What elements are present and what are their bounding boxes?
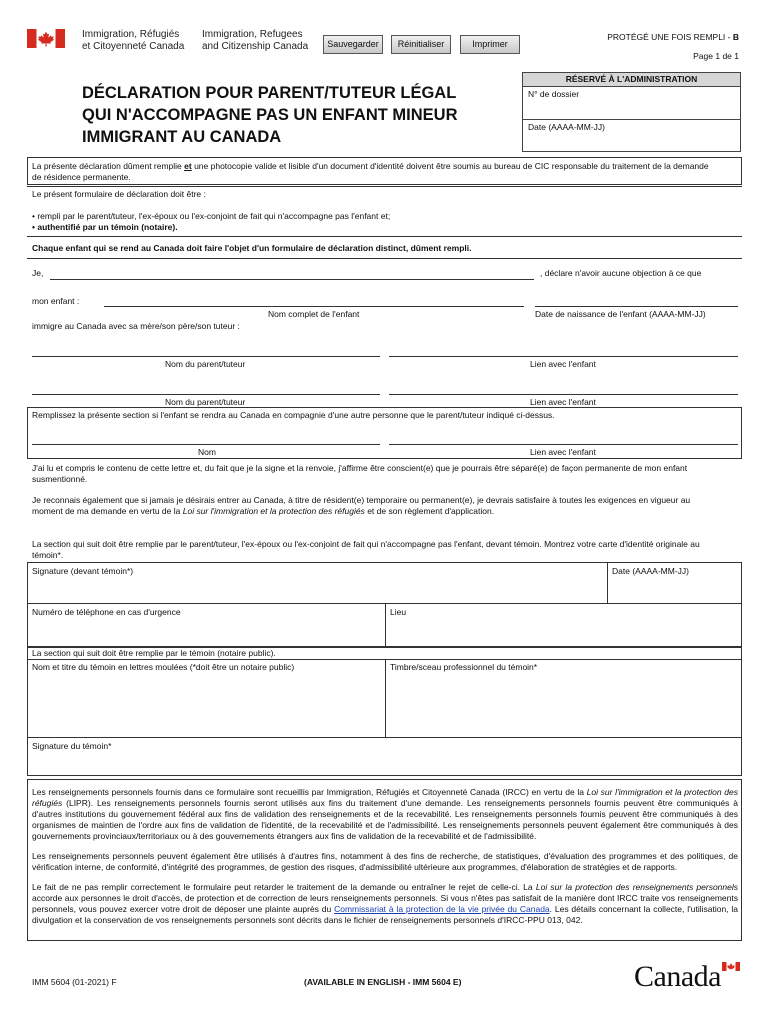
parent-name-field-2[interactable] xyxy=(32,394,380,395)
protected-label xyxy=(607,32,739,42)
recognize-line-2a: moment de ma demande en vertu de la xyxy=(32,506,183,516)
witness-note: La section qui suit doit être remplie par le témoin (notaire public). xyxy=(32,648,276,658)
english-version-note: (AVAILABLE IN ENGLISH - IMM 5604 E) xyxy=(304,977,462,987)
save-button[interactable]: Sauvegarder xyxy=(323,35,383,54)
declarant-name-field[interactable] xyxy=(50,279,534,280)
mon-enfant-label: mon enfant : xyxy=(32,296,80,306)
place-field[interactable] xyxy=(390,607,406,618)
relation-label-2: Lien avec l'enfant xyxy=(530,397,596,407)
reset-button[interactable]: Réinitialiser xyxy=(391,35,451,54)
department-name-fr-line2: et Citoyenneté Canada xyxy=(82,41,185,52)
admin-date-label: Date (AAAA-MM-JJ) xyxy=(528,122,605,132)
other-relation-field[interactable] xyxy=(389,444,738,445)
other-name-field[interactable] xyxy=(32,444,380,445)
phone-field[interactable] xyxy=(32,607,181,618)
protected-level: B xyxy=(732,32,739,42)
canada-wordmark xyxy=(634,956,744,996)
witness-name-field[interactable] xyxy=(32,662,294,673)
je-label: Je, xyxy=(32,268,44,278)
department-name-en-line1: Immigration, Refugees xyxy=(202,29,303,40)
parent-name-label-2: Nom du parent/tuteur xyxy=(165,397,246,407)
recognize-line-2b: et de son règlement d'application. xyxy=(364,506,495,516)
intro-p1-a: La présente déclaration dûment remplie xyxy=(32,161,185,171)
signature-intro xyxy=(32,539,744,561)
page-title xyxy=(82,82,458,148)
file-number-field[interactable] xyxy=(523,87,740,120)
intro-paragraph xyxy=(32,161,737,183)
intro-requirements: Le présent formulaire de déclaration doit être : xyxy=(32,189,206,199)
child-name-field[interactable] xyxy=(104,306,524,307)
other-relation-label: Lien avec l'enfant xyxy=(530,447,596,457)
phone-label: Numéro de téléphone en cas d'urgence xyxy=(32,607,181,617)
privacy-commissioner-link[interactable]: Commissariat à la protection de la vie privée du Canada xyxy=(334,904,550,914)
department-name-en xyxy=(202,29,308,53)
signature-field[interactable] xyxy=(32,566,133,577)
privacy-notice xyxy=(32,787,738,935)
relation-field-2[interactable] xyxy=(389,394,738,395)
signature-intro-2: témoin*. xyxy=(32,550,64,560)
read-statement xyxy=(32,463,744,485)
witness-name-label: Nom et titre du témoin en lettres moulées (*doit être un notaire public) xyxy=(32,662,295,672)
recognize-line-1: Je reconnais également que si jamais je désirais entrer au Canada, à titre de résident(e) temporaire ou permanent(e), je devrais satisfaire à toutes les exigences en vigueur au xyxy=(32,495,691,505)
each-child-note: Chaque enfant qui se rend au Canada doit faire l'objet d'un formulaire de déclaration distinct, dûment rempli. xyxy=(32,243,472,253)
print-button[interactable]: Imprimer xyxy=(460,35,520,54)
privacy-p3-law: Loi sur la protection des renseignements personnels xyxy=(535,882,738,892)
immigre-text: immigre au Canada avec sa mère/son père/son tuteur : xyxy=(32,321,240,331)
page-number: Page 1 de 1 xyxy=(693,51,739,61)
signature-label: Signature (devant témoin*) xyxy=(32,566,134,576)
privacy-p2: Les renseignements personnels peuvent également être utilisés à d'autres fins, notamment à des fins de recherche, de statistiques, d'évaluation des programmes et des politiques, de vérification interne, de conformité, d'intégrité des programmes, de gestion des risques, d'admissibilité ultérieure aux programmes, d'élaboration de stratégies et de rapports. xyxy=(32,851,738,872)
relation-field-1[interactable] xyxy=(389,356,738,357)
witness-stamp-label: Timbre/sceau professionnel du témoin* xyxy=(390,662,538,672)
read-line-1: J'ai lu et compris le contenu de cette lettre et, du fait que je la signe et la renvoie, j'affirme être conscient(e) que je pourrais être séparé(e) de façon permanente de mon enfant xyxy=(32,463,688,473)
divider xyxy=(27,236,742,237)
signature-date-label: Date (AAAA-MM-JJ) xyxy=(612,566,689,576)
privacy-p3-c: . Les détails concernant la collecte, l'utilisation, la divulgation et la conservation de vos renseignements personnels sont décrits dans le fichier de renseignements personnels d'IRCC-PPU 013, 042. xyxy=(32,904,738,925)
child-dob-label: Date de naissance de l'enfant (AAAA-MM-JJ) xyxy=(535,309,706,319)
witness-signature-label: Signature du témoin* xyxy=(32,741,112,751)
form-id: IMM 5604 (01-2021) F xyxy=(32,977,117,987)
wordmark-flag-icon xyxy=(722,962,740,971)
department-name-fr-line1: Immigration, Réfugiés xyxy=(82,29,180,40)
canada-flag-icon xyxy=(27,29,65,48)
privacy-p3-a: Le fait de ne pas remplir correctement le formulaire peut retarder le traitement de la demande ou entraîner le rejet de celle-ci. La xyxy=(32,882,536,892)
divider xyxy=(27,258,742,259)
divider xyxy=(27,737,742,738)
intro-p1-b: une photocopie valide et lisible d'un document d'identité doivent être soumis au bureau de CIC responsable du traitement de la demande xyxy=(191,161,709,171)
signature-intro-1: La section qui suit doit être remplie par le parent/tuteur, l'ex-époux ou l'ex-conjoint de fait qui n'accompagne pas l'enfant, devant témoin. Montrez votre carte d'identité originale au xyxy=(32,539,700,549)
title-line1: DÉCLARATION POUR PARENT/TUTEUR LÉGAL xyxy=(82,84,457,102)
department-name-en-line2: and Citizenship Canada xyxy=(202,41,309,52)
other-name-label: Nom xyxy=(198,447,216,457)
parent-name-label-1: Nom du parent/tuteur xyxy=(165,359,246,369)
title-line2: QUI N'ACCOMPAGNE PAS UN ENFANT MINEUR xyxy=(82,106,458,124)
intro-p1-et: et xyxy=(184,161,192,171)
read-line-2: susmentionné. xyxy=(32,474,88,484)
title-line3: IMMIGRANT AU CANADA xyxy=(82,128,282,146)
parent-name-field-1[interactable] xyxy=(32,356,380,357)
privacy-p1-b: (LIPR). Les renseignements personnels fournis seront utilisés aux fins du traitement d'une demande. Les renseignements personnels fournis peuvent être communiqués à d'autres institutions du gouvernement fédéral aux fins de validation des renseignements et de la recevabilité. Les renseignements personnels fournis peuvent être communiqués à des organismes de maintien de l'ordre aux fins de validation de l'identité, de la recevabilité et de l'admissibilité. Les renseignements personnels peuvent également être communiqués à des gouvernements provinciaux/territoriaux ou à des gouvernements étrangers aux fins de validation de la recevabilité et de l'admissibilité. xyxy=(32,798,738,841)
divider xyxy=(27,186,742,187)
intro-bullet-2: • authentifié par un témoin (notaire). xyxy=(32,222,178,232)
child-name-label: Nom complet de l'enfant xyxy=(268,309,360,319)
privacy-p1-a: Les renseignements personnels fournis dans ce formulaire sont recueillis par Immigration, Réfugiés et Citoyenneté Canada (IRCC) en vertu de la xyxy=(32,787,587,797)
admin-date-field[interactable] xyxy=(523,120,740,153)
intro-bullet-1: • rempli par le parent/tuteur, l'ex-époux ou l'ex-conjoint de fait qui n'accompagne pas l'enfant et; xyxy=(32,211,391,221)
other-person-note: Remplissez la présente section si l'enfant se rendra au Canada en compagnie d'une autre personne que le parent/tuteur indiqué ci-dessus. xyxy=(32,410,555,420)
place-label: Lieu xyxy=(390,607,407,617)
divider xyxy=(385,659,386,737)
recognize-statement xyxy=(32,495,744,517)
admin-use-box xyxy=(522,72,741,152)
canada-wordmark-text: Canada xyxy=(634,960,721,993)
divider xyxy=(385,603,386,648)
divider xyxy=(607,562,608,603)
signature-date-field[interactable] xyxy=(612,566,689,577)
witness-signature-field[interactable] xyxy=(32,741,111,752)
protected-text: PROTÉGÉ UNE FOIS REMPLI - xyxy=(607,32,733,42)
witness-stamp-field[interactable] xyxy=(390,662,537,673)
admin-use-heading: RÉSERVÉ À L'ADMINISTRATION xyxy=(523,73,740,87)
file-number-label: N° de dossier xyxy=(528,89,580,99)
declare-text: , déclare n'avoir aucune objection à ce que xyxy=(540,268,702,278)
privacy-p1-law: Loi sur l'immigration et la protection des réfugiés xyxy=(32,787,738,808)
intro-p1-c: de résidence permanente. xyxy=(32,172,131,182)
child-dob-field[interactable] xyxy=(535,306,738,307)
department-name-fr xyxy=(82,29,184,53)
privacy-p3-b: accorde aux personnes le droit d'accès, de protection et de correction de leurs renseignements personnels. Si vous n'êtes pas satisfait de la manière dont IRCC traite vos renseignements personnels, vous pouvez exercer votre droit de déposer une plainte auprès du xyxy=(32,893,738,914)
recognize-law: Loi sur l'immigration et la protection des réfugiés xyxy=(182,506,365,516)
relation-label-1: Lien avec l'enfant xyxy=(530,359,596,369)
